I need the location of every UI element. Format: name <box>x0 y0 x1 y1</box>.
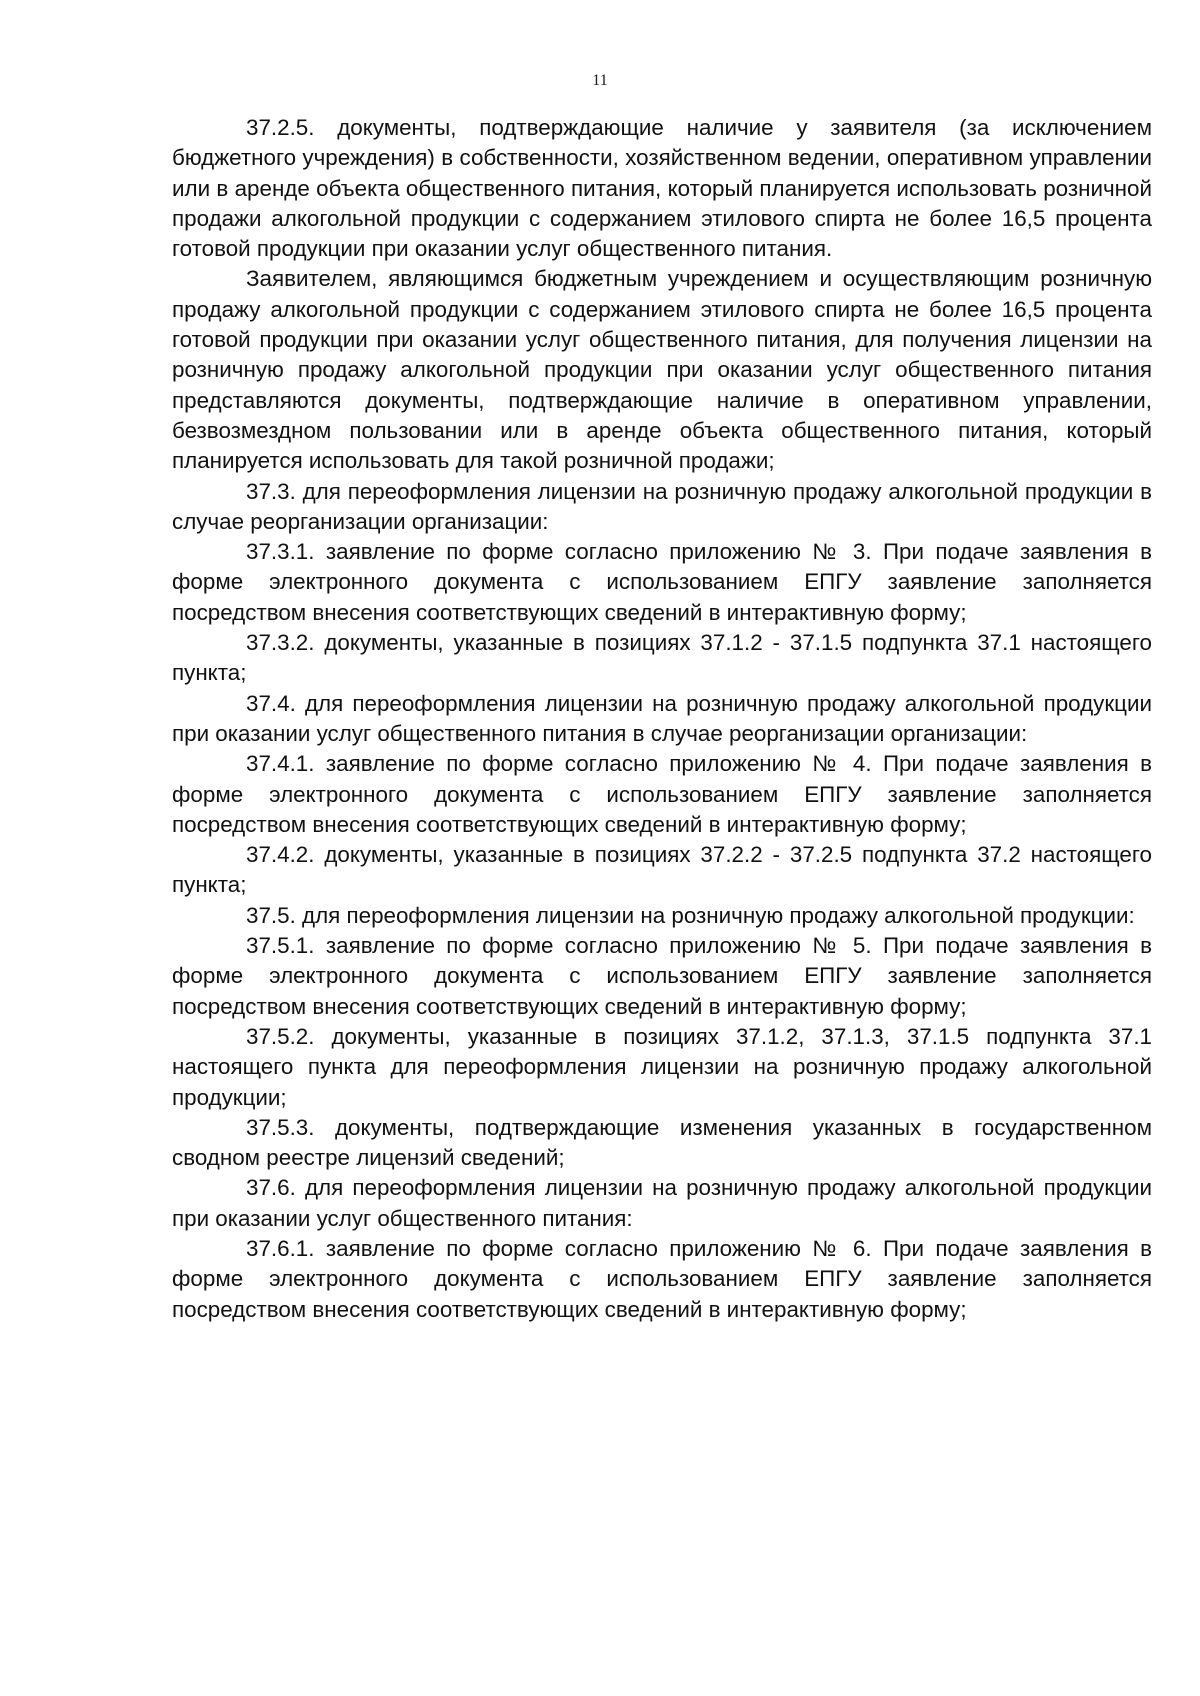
paragraph-37-3: 37.3. для переоформления лицензии на розничную продажу алкогольной продукции в случае реорганизации организации: <box>172 478 1152 534</box>
paragraph-budget-institution: Заявителем, являющимся бюджетным учреждением и осуществляющим розничную продажу алкогольной продукции с содержанием этилового спирта не более 16,5 процента готовой продукции при оказании услуг общественного питания, для получения лицензии на розничную продажу алкогольной продукции при оказании услуг общественного питания представляются документы, подтверждающие наличие в оперативном управлении, безвозмездном пользовании или в аренде объекта общественного питания, который планируется использовать для такой розничной продажи; <box>172 266 1152 474</box>
paragraph-37-4: 37.4. для переоформления лицензии на розничную продажу алкогольной продукции при оказании услуг общественного питания в случае реорганизации организации: <box>172 690 1152 746</box>
paragraph-37-5-3: 37.5.3. документы, подтверждающие изменения указанных в государственном сводном реестре лицензий сведений; <box>172 1114 1152 1171</box>
document-body <box>172 113 1152 1325</box>
paragraph-37-5-1: 37.5.1. заявление по форме согласно приложению № 5. При подаче заявления в форме электронного документа с использованием ЕПГУ заявление заполняется посредством внесения соответствующих сведений в интерактивную форму; <box>172 933 1152 1019</box>
paragraph-37-6-1: 37.6.1. заявление по форме согласно приложению № 6. При подаче заявления в форме электронного документа с использованием ЕПГУ заявление заполняется посредством внесения соответствующих сведений в интерактивную форму; <box>172 1235 1152 1322</box>
paragraph-37-3-1: 37.3.1. заявление по форме согласно приложению № 3. При подаче заявления в форме электронного документа с использованием ЕПГУ заявление заполняется посредством внесения соответствующих сведений в интерактивную форму; <box>172 539 1152 625</box>
paragraph-37-5: 37.5. для переоформления лицензии на розничную продажу алкогольной продукции: <box>246 902 1135 928</box>
paragraph-37-4-2: 37.4.2. документы, указанные в позициях 37.2.2 - 37.2.5 подпункта 37.2 настоящего пункта; <box>172 842 1152 898</box>
paragraph-37-3-2: 37.3.2. документы, указанные в позициях 37.1.2 - 37.1.5 подпункта 37.1 настоящего пункта; <box>172 630 1152 686</box>
paragraph-37-5-2: 37.5.2. документы, указанные в позициях 37.1.2, 37.1.3, 37.1.5 подпункта 37.1 настоящего пункта для переоформления лицензии на розничную продажу алкогольной продукции; <box>172 1023 1152 1110</box>
paragraph-37-4-1: 37.4.1. заявление по форме согласно приложению № 4. При подаче заявления в форме электронного документа с использованием ЕПГУ заявление заполняется посредством внесения соответствующих сведений в интерактивную форму; <box>172 751 1152 837</box>
page-number: 11 <box>592 72 608 89</box>
paragraph-37-6: 37.6. для переоформления лицензии на розничную продажу алкогольной продукции при оказании услуг общественного питания: <box>172 1175 1152 1231</box>
paragraph-37-2-5: 37.2.5. документы, подтверждающие наличие у заявителя (за исключением бюджетного учреждения) в собственности, хозяйственном ведении, оперативном управлении или в аренде объекта общественного питания, который планируется использовать розничной продажи алкогольной продукции с содержанием этилового спирта не более 16,5 процента готовой продукции при оказании услуг общественного питания. <box>172 115 1152 262</box>
